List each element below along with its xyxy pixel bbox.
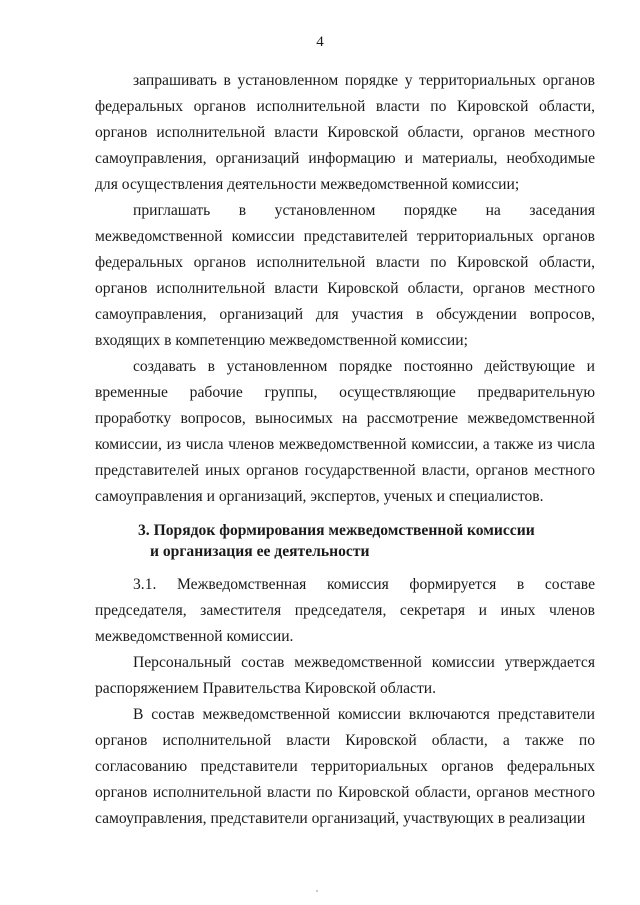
section-heading-line-2: и организация ее деятельности [150,543,370,560]
section-heading [138,520,535,562]
paragraph-invite-representatives: приглашать в установленном порядке на заседания межведомственной комиссии представителей территориальных органов федеральных органов исполнительной власти по Кировской области, органов исполнительной власти Кировской области, органов местного самоуправления, организаций для участия в обсуждении вопросов, входящих в компетенцию межведомственной комиссии; [95,202,595,349]
paragraph-personal-composition: Персональный состав межведомственной комиссии утверждается распоряжением Правительства Кировской области. [95,654,595,697]
paragraph-request-information: запрашивать в установленном порядке у территориальных органов федеральных органов исполнительной власти по Кировской области, органов исполнительной власти Кировской области, органов местного самоуправления, организаций информацию и материалы, необходимые для осуществления деятельности межведомственной комиссии; [95,72,595,193]
paragraph-create-working-groups: создавать в установленном порядке постоянно действующие и временные рабочие группы, осуществляющие предварительную проработку вопросов, выносимых на рассмотрение межведомственной комиссии, из числа членов межведомственной комиссии, а также из числа представителей иных органов государственной власти, органов местного самоуправления и организаций, экспертов, ученых и специалистов. [95,358,595,505]
paragraph-3-1-composition: 3.1. Межведомственная комиссия формируется в составе председателя, заместителя председателя, секретаря и иных членов межведомственной комиссии. [95,576,595,645]
paragraph-membership: В состав межведомственной комиссии включаются представители органов исполнительной власти Кировской области, а также по согласованию представители территориальных органов федеральных органов исполнительной власти по Кировской области, органов местного самоуправления, представители организаций, участвующих в реализации [95,706,595,827]
page-number: 4 [316,34,324,50]
section-heading-line-1: 3. Порядок формирования межведомственной комиссии [138,522,535,539]
scan-speck [316,890,318,892]
